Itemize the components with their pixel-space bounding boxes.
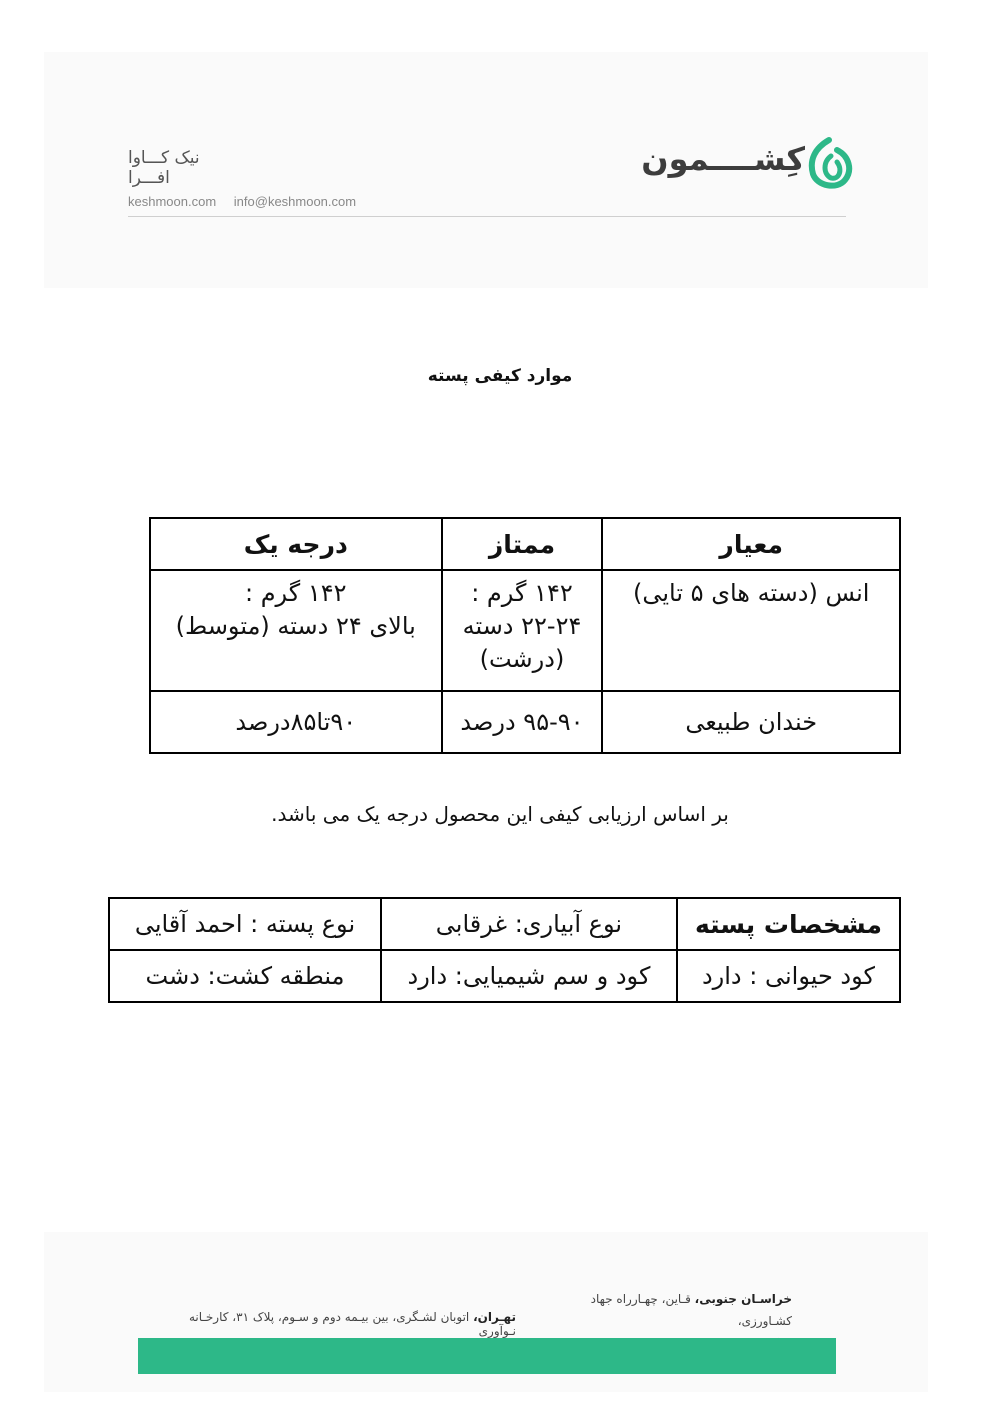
document-title: موارد کیفی پسته bbox=[427, 366, 573, 386]
email-link[interactable]: info@keshmoon.com bbox=[233, 194, 357, 209]
cell-premium-ounce bbox=[442, 570, 603, 691]
company-name: نیک کـــاوا افـــرا bbox=[128, 148, 200, 188]
brand bbox=[641, 132, 855, 196]
footer-tehran-label: تهـران، bbox=[473, 1310, 516, 1324]
cell-grade-split: ۹۰تا۸۵درصد bbox=[150, 691, 442, 753]
spec-table bbox=[108, 897, 901, 1003]
table-row bbox=[150, 691, 900, 753]
spec-region: منطقه کشت: دشت bbox=[109, 950, 381, 1002]
footer-tehran-address bbox=[150, 1310, 516, 1338]
header-premium: ممتاز bbox=[442, 518, 603, 570]
table-row bbox=[150, 570, 900, 691]
table-row bbox=[109, 898, 900, 950]
keshmoon-logo-icon bbox=[805, 136, 853, 192]
footer-south-label: خراسـان جنوبی، bbox=[694, 1292, 792, 1306]
cell-line: (درشت) bbox=[479, 645, 565, 673]
header-divider bbox=[128, 216, 846, 217]
spec-irrigation: نوع آبیاری: غرقابی bbox=[381, 898, 677, 950]
brand-name: کِشــــمون bbox=[641, 140, 805, 178]
header-grade-one: درجه یک bbox=[150, 518, 442, 570]
cell-line: بالای ۲۴ دسته (متوسط) bbox=[175, 612, 416, 640]
cell-line: ۱۴۲ گرم : bbox=[471, 579, 573, 607]
table-row bbox=[109, 950, 900, 1002]
cell-criteria-split: خندان طبیعی bbox=[602, 691, 900, 753]
table-header-row bbox=[150, 518, 900, 570]
footer-south-address-text: قـاین، چهـارراه جهاد کشـاورزی، bbox=[590, 1292, 792, 1328]
footer-tehran-address-text: اتوبان لشـگری، بین بیـمه دوم و سـوم، پلاک ۳۱، کارخـانه نـوآوری bbox=[188, 1310, 516, 1338]
header-criteria: معیار bbox=[602, 518, 900, 570]
website-link[interactable]: keshmoon.com bbox=[128, 194, 217, 209]
spec-chemical: کود و سم شیمیایی: دارد bbox=[381, 950, 677, 1002]
cell-premium-split: ۹۵-۹۰ درصد bbox=[442, 691, 603, 753]
cell-criteria-ounce: انس (دسته های ۵ تایی) bbox=[602, 570, 900, 691]
footer-south-line1 bbox=[540, 1288, 792, 1332]
conclusion-text: بر اساس ارزیابی کیفی این محصول درجه یک می باشد. bbox=[271, 802, 729, 826]
company-contact bbox=[128, 194, 398, 209]
spec-variety: نوع پسته : احمد آقایی bbox=[109, 898, 381, 950]
spec-heading: مشخصات پسته bbox=[677, 898, 900, 950]
company-info bbox=[128, 148, 398, 209]
cell-grade-ounce bbox=[150, 570, 442, 691]
footer-accent-bar bbox=[138, 1338, 836, 1374]
cell-line: ۱۴۲ گرم : bbox=[244, 579, 347, 607]
quality-table bbox=[149, 517, 901, 754]
cell-line: ۲۲-۲۴ دسته bbox=[462, 612, 582, 640]
spec-animal-fertilizer: کود حیوانی : دارد bbox=[677, 950, 900, 1002]
